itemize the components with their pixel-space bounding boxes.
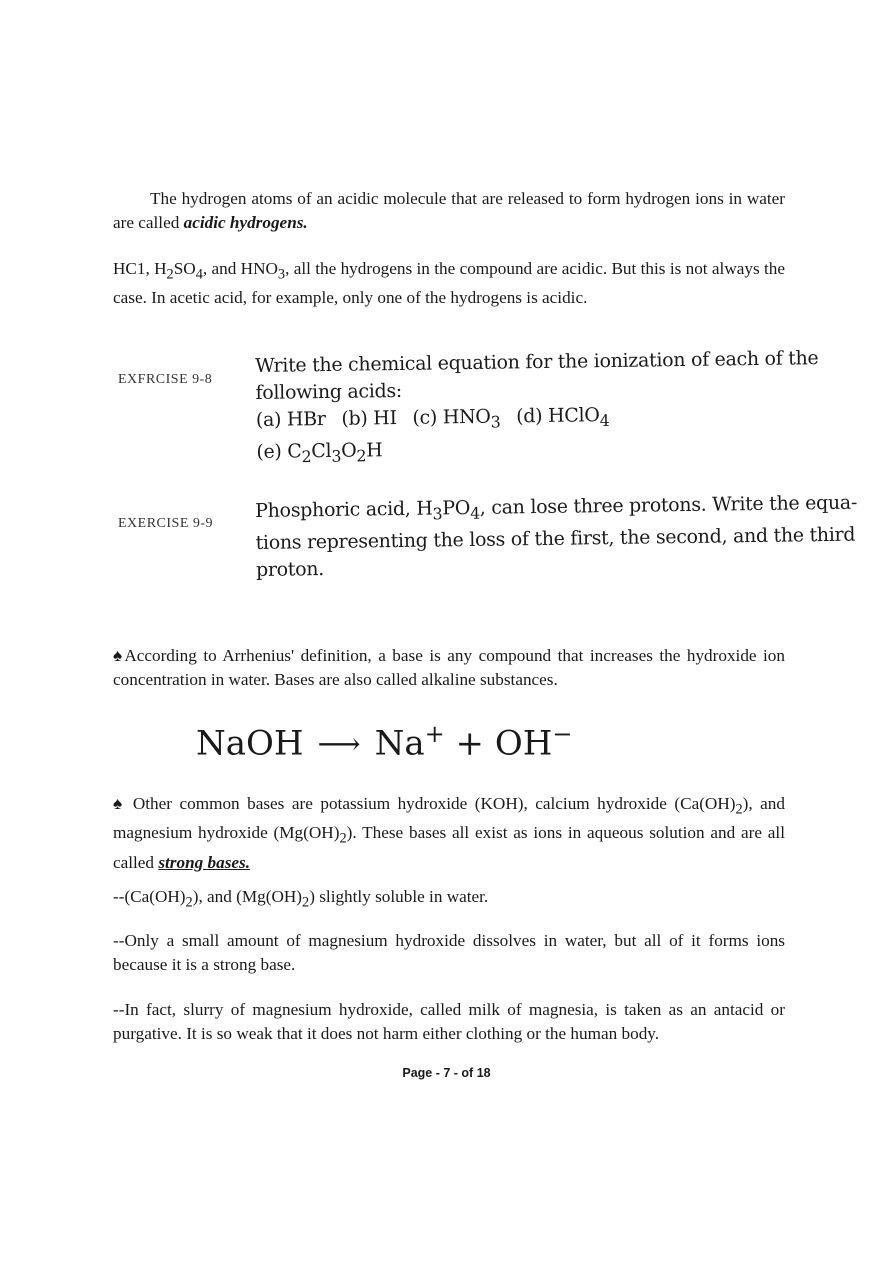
text-run: (c) HNO [412,405,491,429]
text-run: Phosphoric acid, H [255,497,433,522]
equation-cation: Na [374,723,425,764]
subscript: 3 [490,412,501,432]
text-run: , can lose three protons. Write the equa- [479,491,858,519]
text-run: HC1, H [113,259,167,278]
term-strong-bases: strong bases. [158,852,251,872]
paragraph-slightly-soluble [113,885,785,914]
acid-item: (a) HBr [255,408,326,431]
paragraph-strong-bases [113,792,785,875]
exercise-9-8-body [255,346,819,471]
subscript: 2 [301,446,312,466]
charge: − [552,720,573,748]
exercise-9-9-body [255,491,858,584]
text-run: PO [442,496,471,520]
text-run: (e) C [256,440,302,463]
reaction-arrow-icon: ⟶ [317,727,361,763]
text-run: , all the hydrogens in the compound are acidic. But this is not always the case. In acetic acid, for example, only one of the hydrogens is acidic. [113,259,785,308]
acid-item [256,432,776,471]
paragraph-acidic-hydrogens [113,187,785,235]
equation-anion: OH [494,723,553,764]
text-run: ♠ Other common bases are potassium hydroxide (KOH), calcium hydroxide (Ca(OH) [113,794,736,813]
subscript: 4 [470,503,481,523]
exercise-9-9-label: EXERCISE 9-9 [118,516,214,531]
paragraph-text: The hydrogen atoms of an acidic molecule that are released to form hydrogen ions in water are called [113,189,785,232]
text-run: , and HNO [202,259,278,278]
term-acidic-hydrogens: acidic hydrogens. [183,213,308,232]
subscript: 3 [277,266,286,283]
equation-plus: + [455,723,485,764]
exercise-line: Write the chemical equation for the ionization of each of the [255,347,819,377]
text-run: Cl [311,439,332,463]
subscript: 2 [302,894,310,911]
text-run: ). These bases all exist as ions in aqueous solution and are all called [113,823,785,872]
subscript: 4 [195,266,203,283]
paragraph-arrhenius-base: ♠According to Arrhenius' definition, a base is any compound that increases the hydroxide ion concentration in water. Bases are also called alkaline substances. [113,646,785,689]
exercise-line: proton. [255,557,325,581]
page-number: Page - 7 - of 18 [402,1066,491,1080]
subscript: 4 [599,410,610,430]
subscript: 2 [735,801,743,818]
exercise-9-8-label: EXFRCISE 9-8 [118,372,213,387]
charge: + [424,720,445,748]
text-run: SO [173,259,196,278]
text-run: O [340,439,357,462]
subscript: 3 [331,446,342,466]
paragraph-milk-of-magnesia: --In fact, slurry of magnesium hydroxide, called milk of magnesia, is taken as an antacid or purgative. It is so weak that it does not harm either clothing or the human body. [113,1000,785,1043]
text-run: --(Ca(OH) [113,887,186,906]
text-run: ), and (Mg(OH) [192,887,303,906]
text-run: (d) HClO [516,404,600,428]
subscript: 2 [339,830,347,847]
paragraph-acids-examples [113,257,785,310]
exercise-line: following acids: [255,379,403,404]
acid-item [516,404,610,430]
subscript: 3 [432,504,443,524]
subscript: 2 [356,446,367,466]
exercise-line: tions representing the loss of the first, the second, and the third [255,523,856,554]
acid-item [412,405,501,432]
text-run: ), and magnesium hydroxide (Mg(OH) [113,794,785,843]
text-run: H [366,439,383,462]
subscript: 2 [185,894,193,911]
subscript: 2 [166,266,174,283]
paragraph-magnesium-hydroxide: --Only a small amount of magnesium hydroxide dissolves in water, but all of it forms ions because it is a strong base. [113,931,785,974]
chemical-equation [196,720,572,763]
acid-item: (b) HI [341,407,397,430]
text-run: ) slightly soluble in water. [309,887,489,906]
equation-reactant: NaOH [196,723,304,764]
